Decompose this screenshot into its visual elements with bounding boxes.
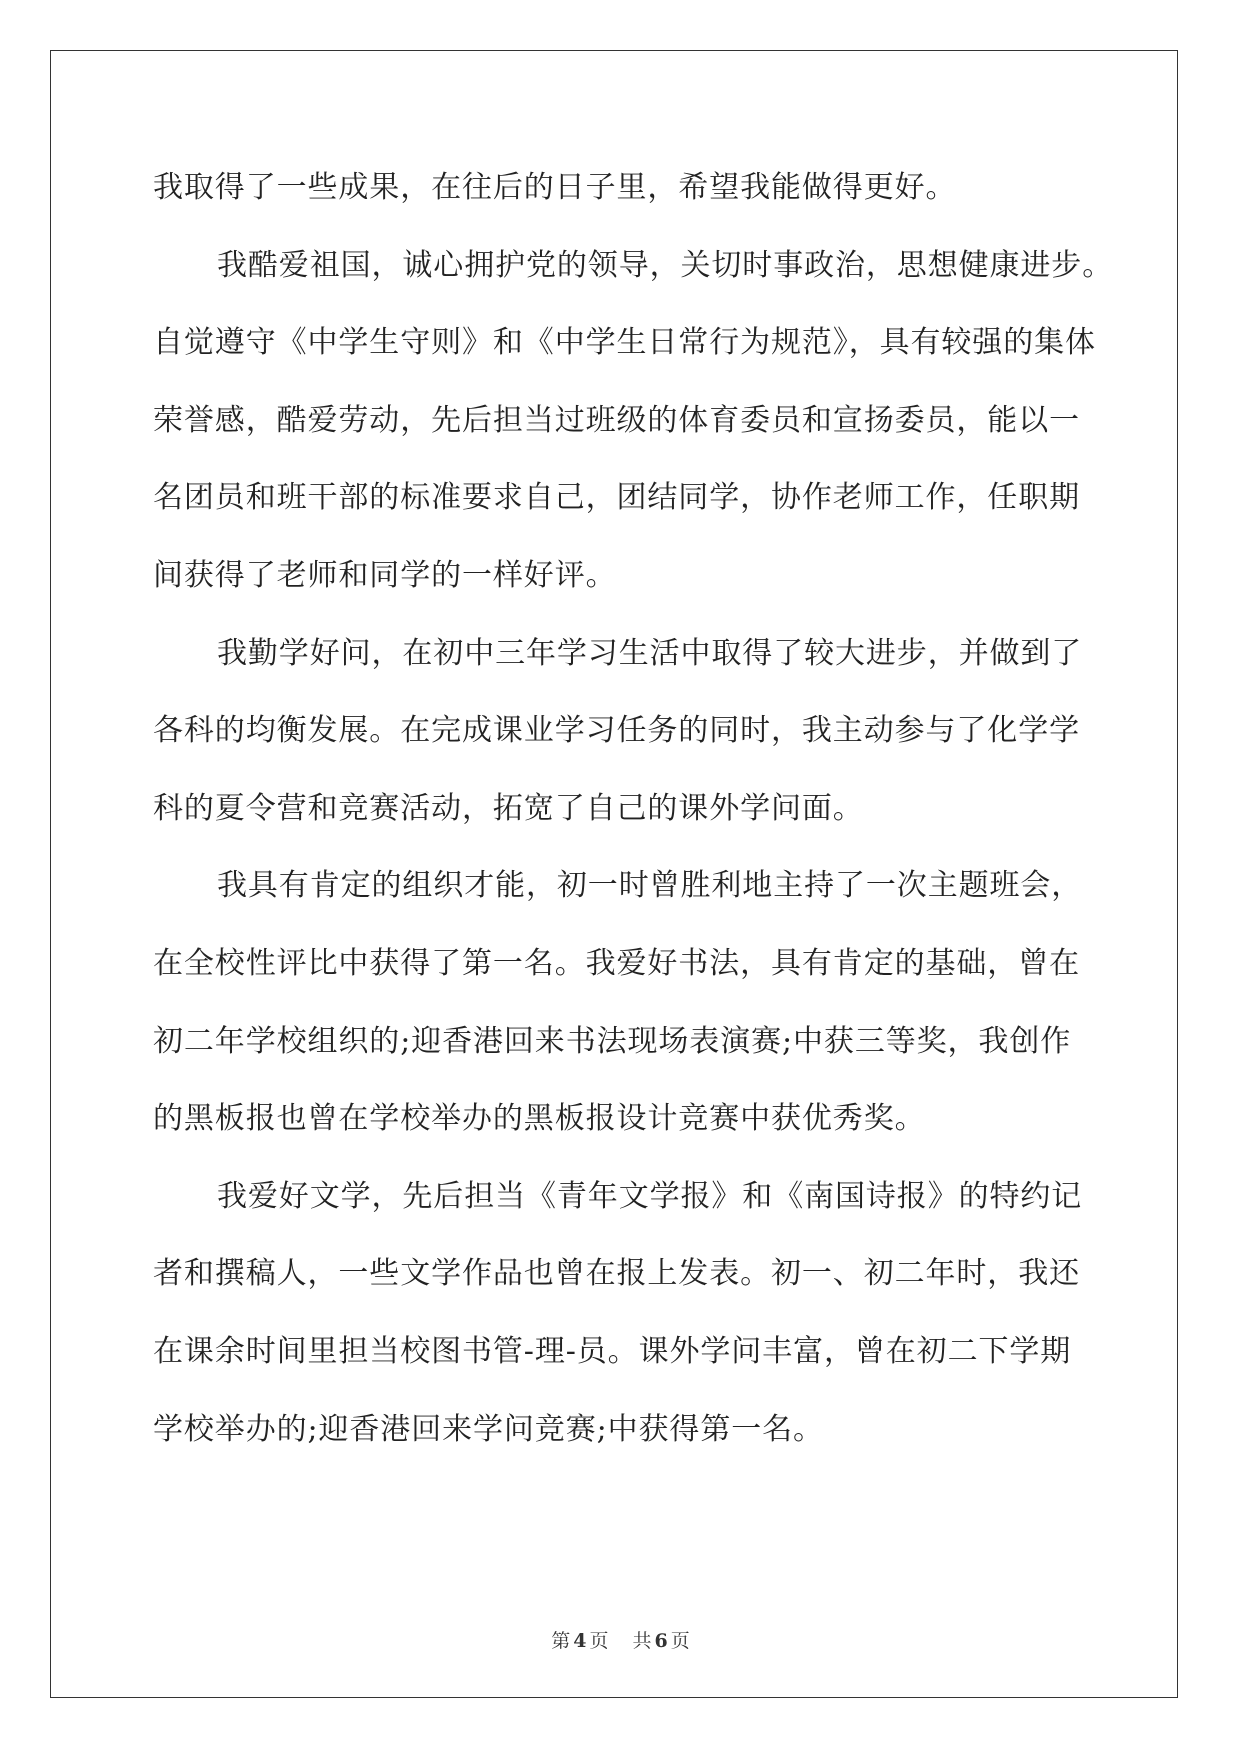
text-line: 初二年学校组织的;迎香港回来书法现场表演赛;中获三等奖，我创作: [153, 1023, 1072, 1059]
total-unit: 页: [670, 1630, 690, 1652]
text-line: 各科的均衡发展。在完成课业学习任务的同时，我主动参与了化学学: [153, 713, 1080, 749]
text-line: 我勤学好问，在初中三年学习生活中取得了较大进步，并做到了: [217, 635, 1083, 671]
page-prefix: 第: [551, 1630, 571, 1652]
text-line: 荣誉感，酷爱劳动，先后担当过班级的体育委员和宣扬委员，能以一: [153, 402, 1080, 438]
page-footer: [0, 1626, 1241, 1653]
text-line: 我酷爱祖国，诚心拥护党的领导，关切时事政治，思想健康进步。: [217, 247, 1114, 283]
text-line: 我取得了一些成果，在往后的日子里，希望我能做得更好。: [153, 170, 957, 205]
text-line: 在全校性评比中获得了第一名。我爱好书法，具有肯定的基础，曾在: [153, 945, 1080, 981]
document-body: [153, 163, 1114, 1482]
text-line: 科的夏令营和竞赛活动，拓宽了自己的课外学问面。: [153, 790, 864, 826]
text-line: 者和撰稿人，一些文学作品也曾在报上发表。初一、初二年时，我还: [153, 1256, 1080, 1292]
text-line: 我爱好文学，先后担当《青年文学报》和《南国诗报》的特约记: [217, 1178, 1083, 1214]
page-unit: 页: [589, 1630, 609, 1652]
text-line: 学校举办的;迎香港回来学问竞赛;中获得第一名。: [153, 1411, 824, 1447]
current-page-number: 4: [573, 1630, 587, 1652]
text-line: 我具有肯定的组织才能，初一时曾胜利地主持了一次主题班会，: [217, 868, 1083, 904]
total-prefix: 共: [632, 1630, 652, 1652]
text-line: 在课余时间里担当校图书管-理-员。课外学问丰富，曾在初二下学期: [153, 1333, 1072, 1369]
text-line: 自觉遵守《中学生守则》和《中学生日常行为规范》，具有较强的集体: [153, 325, 1096, 361]
text-line: 名团员和班干部的标准要求自己，团结同学，协作老师工作，任职期: [153, 480, 1080, 516]
total-pages-number: 6: [654, 1630, 668, 1652]
text-line: 的黑板报也曾在学校举办的黑板报设计竞赛中获优秀奖。: [153, 1101, 926, 1137]
text-line: 间获得了老师和同学的一样好评。: [153, 557, 617, 593]
